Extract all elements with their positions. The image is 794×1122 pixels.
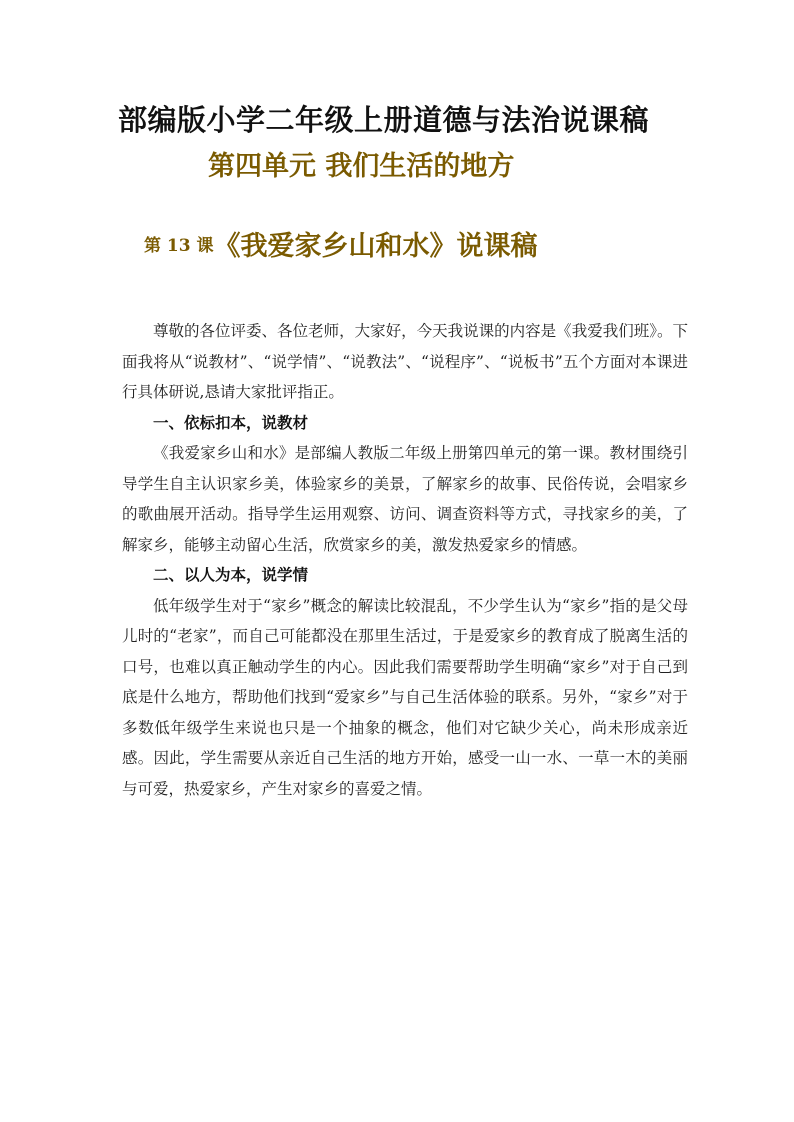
lesson-title: [144, 224, 704, 263]
lesson-number: 第 13 课: [144, 236, 214, 256]
section-paragraph-students: 低年级学生对于“家乡”概念的解读比较混乱，不少学生认为“家乡”指的是父母儿时的“老家”，而自己可能都没在那里生活过，于是爱家乡的教育成了脱离生活的口号，也难以真正触动学生的内心。因此我们需要帮助学生明确“家乡”对于自己到底是什么地方，帮助他们找到“爱家乡”与自己生活体验的联系。另外，“家乡”对于多数低年级学生来说也只是一个抽象的概念，他们对它缺少关心，尚未形成亲近感。因此，学生需要从亲近自己生活的地方开始，感受一山一水、一草一木的美丽与可爱，热爱家乡，产生对家乡的喜爱之情。: [122, 596, 688, 798]
document-body: [122, 316, 688, 804]
lesson-name: 《我爱家乡山和水》说课稿: [213, 231, 538, 262]
unit-title: 第四单元 我们生活的地方: [208, 151, 515, 182]
section-heading-textbook: 一、依标扣本，说教材: [153, 412, 309, 432]
section-heading-students: 二、以人为本，说学情: [153, 565, 309, 584]
intro-paragraph: 尊敬的各位评委、各位老师，大家好，今天我说课的内容是《我爱我们班》。下面我将从“说教材”、“说学情”、“说教法”、“说程序”、“说板书”五个方面对本课进行具体研说,恳请大家批评指正。: [122, 322, 688, 401]
section-paragraph-textbook: 《我爱家乡山和水》是部编人教版二年级上册第四单元的第一课。教材围绕引导学生自主认识家乡美，体验家乡的美景，了解家乡的故事、民俗传说，会唱家乡的歌曲展开活动。指导学生运用观察、访问、调查资料等方式，寻找家乡的美，了解家乡，能够主动留心生活，欣赏家乡的美，激发热爱家乡的情感。: [122, 444, 688, 554]
document-title: 部编版小学二年级上册道德与法治说课稿: [118, 103, 650, 137]
